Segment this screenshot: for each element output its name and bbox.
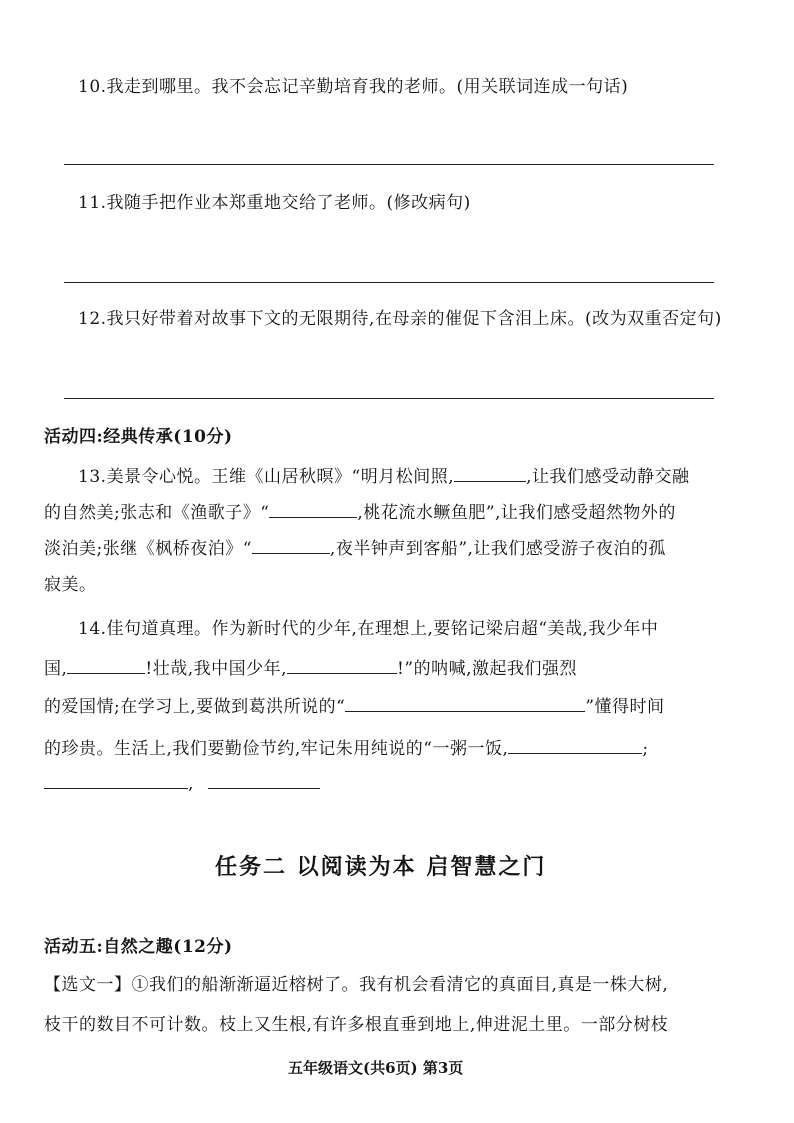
q13-line2 xyxy=(44,498,676,523)
fill-blank[interactable] xyxy=(508,739,642,754)
q14-line3 xyxy=(44,692,665,717)
q14-line4 xyxy=(44,734,649,759)
q14-text: !”的呐喊,激起我们强烈 xyxy=(397,659,577,679)
q14-text: 国, xyxy=(44,659,68,679)
question-11: 11.我随手把作业本郑重地交给了老师。(修改病句) xyxy=(78,193,471,213)
q14-text: ; xyxy=(642,739,649,759)
question-12: 12.我只好带着对故事下文的无限期待,在母亲的催促下含泪上床。(改为双重否定句) xyxy=(78,309,722,329)
q13-text: ,桃花流水鳜鱼肥”,让我们感受超然物外的 xyxy=(357,503,676,523)
fill-blank[interactable] xyxy=(269,503,357,518)
q14-text: 的珍贵。生活上,我们要勤俭节约,牢记朱用纯说的“一粥一饭, xyxy=(44,739,509,759)
fill-blank[interactable] xyxy=(454,467,526,482)
q13-text: 13.美景令心悦。王维《山居秋暝》“明月松间照, xyxy=(78,467,455,487)
page-footer: 五年级语文(共6页) 第3页 xyxy=(288,1059,464,1077)
answer-line-10[interactable] xyxy=(64,164,714,165)
fill-blank[interactable] xyxy=(252,539,330,554)
q14-text: ”懂得时间 xyxy=(585,697,665,717)
q14-text: , xyxy=(188,774,194,794)
activity5-heading: 活动五:自然之趣(12分) xyxy=(44,937,233,957)
fill-blank[interactable] xyxy=(345,697,585,712)
q13-text: ,夜半钟声到客船”,让我们感受游子夜泊的孤 xyxy=(329,539,666,559)
fill-blank[interactable] xyxy=(44,774,188,789)
answer-line-11[interactable] xyxy=(64,282,714,283)
q14-text: !壮哉,我中国少年, xyxy=(145,659,288,679)
q13-line1 xyxy=(78,462,690,487)
question-10: 10.我走到哪里。我不会忘记辛勤培育我的老师。(用关联词连成一句话) xyxy=(78,77,629,97)
reading-paragraph-line2: 枝干的数目不可计数。枝上又生根,有许多根直垂到地上,伸进泥土里。一部分树枝 xyxy=(44,1015,669,1035)
answer-line-12[interactable] xyxy=(64,398,714,399)
fill-blank[interactable] xyxy=(287,659,397,674)
q14-text: 的爱国情;在学习上,要做到葛洪所说的“ xyxy=(44,697,346,717)
reading-paragraph-line1: 【选文一】①我们的船渐渐逼近榕树了。我有机会看清它的真面目,真是一株大树, xyxy=(44,975,669,995)
fill-blank[interactable] xyxy=(208,774,320,789)
q13-line3 xyxy=(44,534,666,559)
q14-line5 xyxy=(44,774,320,794)
q13-line4: 寂美。 xyxy=(44,575,97,595)
fill-blank[interactable] xyxy=(67,659,145,674)
q13-text: 淡泊美;张继《枫桥夜泊》“ xyxy=(44,539,252,559)
q14-line2 xyxy=(44,654,577,679)
q13-text: ,让我们感受动静交融 xyxy=(526,467,690,487)
task2-title: 任务二 以阅读为本 启智慧之门 xyxy=(215,854,547,880)
q13-text: 的自然美;张志和《渔歌子》“ xyxy=(44,503,270,523)
activity4-heading: 活动四:经典传承(10分) xyxy=(44,427,233,447)
q14-line1: 14.佳句道真理。作为新时代的少年,在理想上,要铭记梁启超“美哉,我少年中 xyxy=(78,619,659,639)
